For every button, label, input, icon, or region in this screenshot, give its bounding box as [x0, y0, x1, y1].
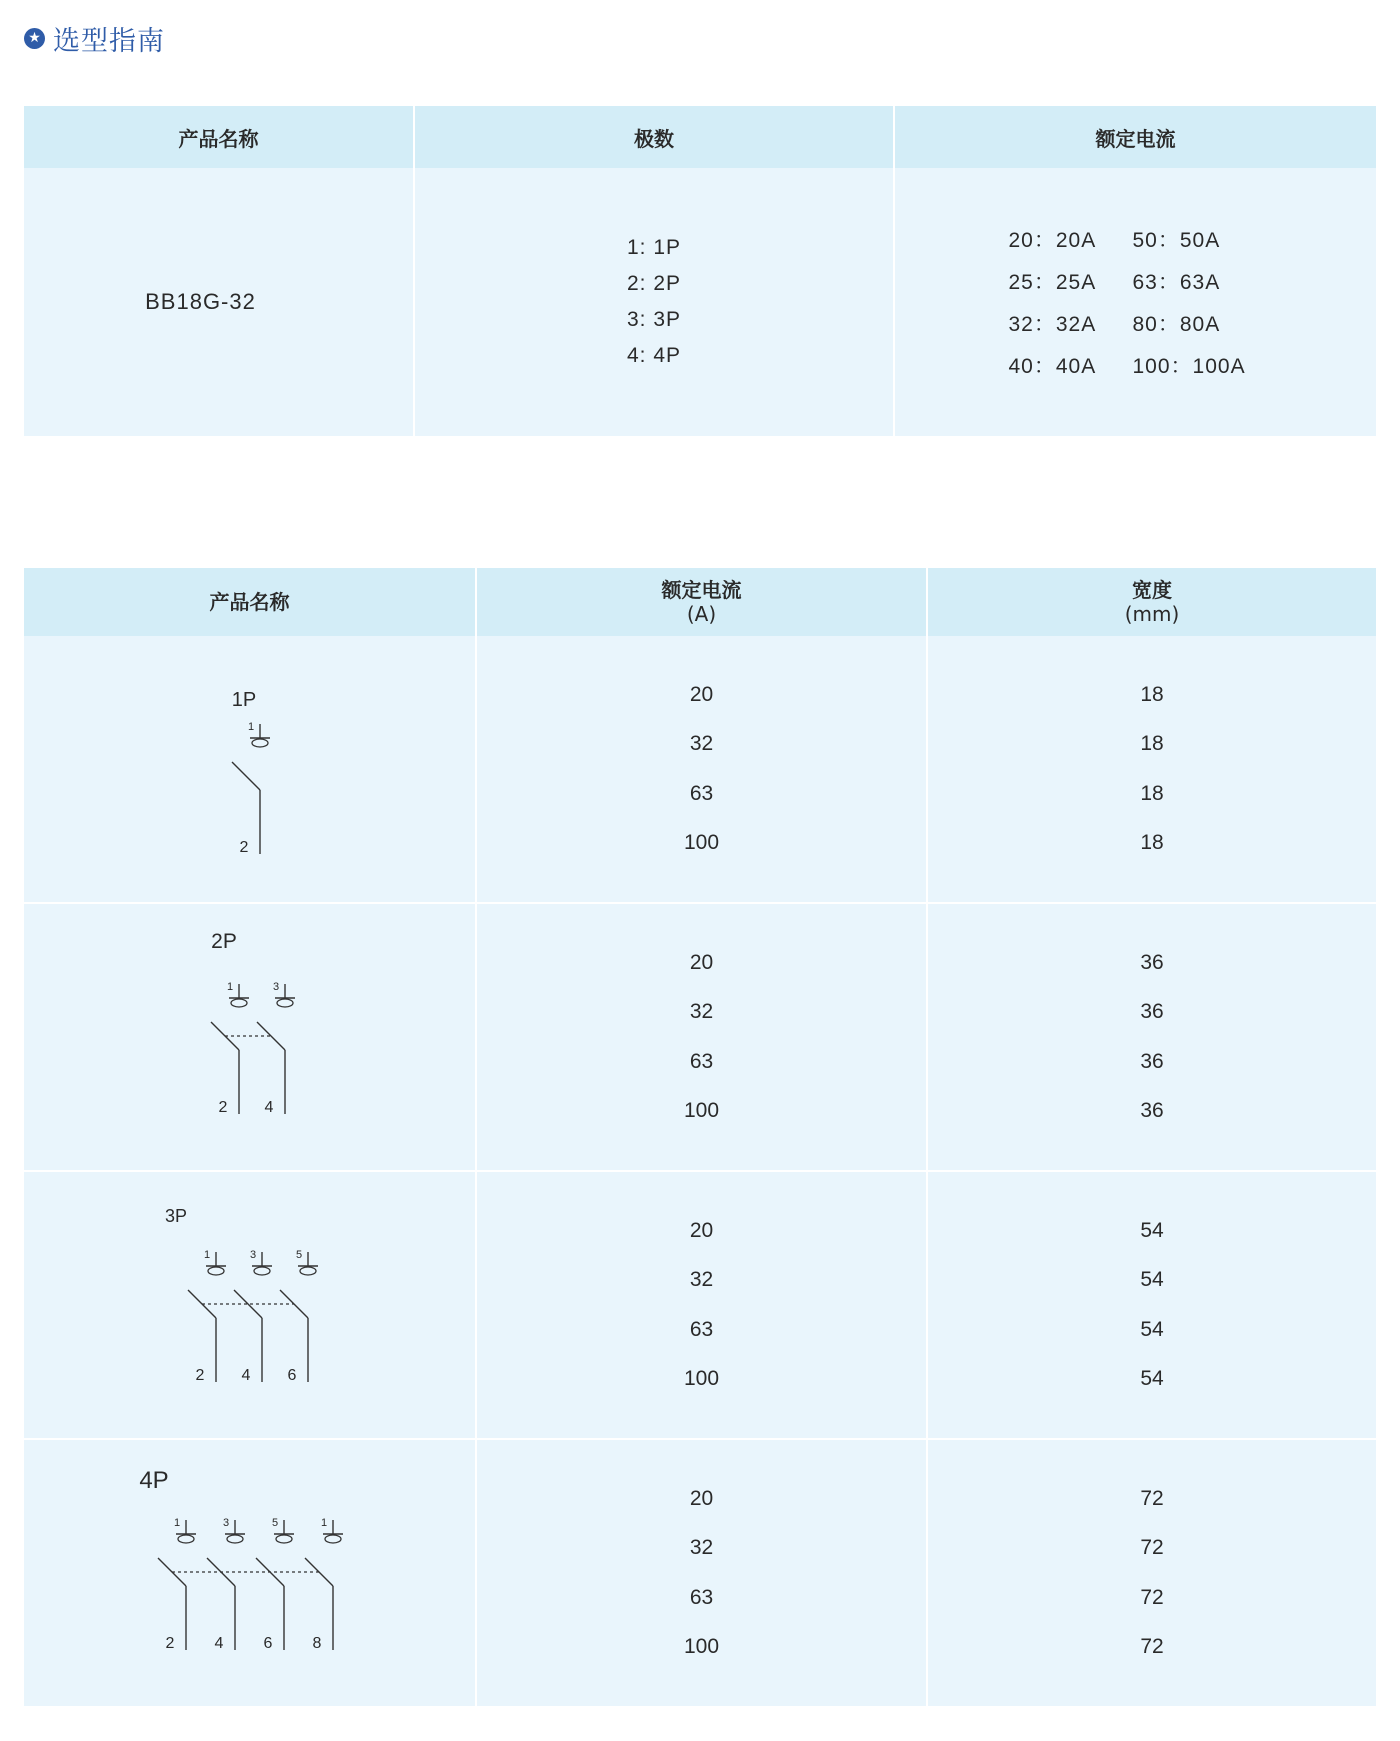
section-title: 选型指南: [53, 25, 165, 57]
width-value: 36: [1140, 1098, 1164, 1122]
width-value: 54: [1140, 1317, 1164, 1341]
rated-current-value: 32: [689, 1000, 714, 1024]
table-row: [24, 902, 1376, 1170]
header-poles: 极数: [413, 106, 893, 168]
header-width: [926, 568, 1376, 636]
width-value: 54: [1140, 1268, 1164, 1292]
rated-current-cell: [475, 904, 926, 1170]
table-header-row: [24, 568, 1376, 636]
terminal-contact: [325, 1535, 341, 1543]
star-icon: ★: [24, 28, 45, 49]
wiring-diagram-cell: [24, 636, 475, 902]
terminal-number-bottom: 4: [214, 1635, 224, 1652]
rated-current-value: 100: [683, 1098, 720, 1122]
terminal-number-top: 5: [295, 1249, 303, 1261]
terminal-number-top: 3: [222, 1517, 230, 1529]
terminal-number-bottom: 4: [264, 1099, 274, 1116]
terminal-number-top: 1: [173, 1517, 181, 1529]
rated-current-value: 100: [683, 1366, 720, 1390]
terminal-contact: [276, 1535, 292, 1543]
current-option: 20：20A: [1008, 229, 1097, 252]
width-value: 72: [1140, 1536, 1164, 1560]
terminal-contact: [231, 999, 247, 1007]
product-model-cell: [24, 168, 413, 436]
header-rated-current: 额定电流: [893, 106, 1376, 168]
rated-current-value: 100: [683, 830, 720, 854]
terminal-contact: [227, 1535, 243, 1543]
terminal-number-top: 1: [203, 1249, 211, 1261]
rated-current-value: 100: [683, 1634, 720, 1658]
wiring-diagram: [24, 1172, 475, 1438]
terminal-contact: [178, 1535, 194, 1543]
table-row: [24, 1438, 1376, 1706]
pole-option: 2: 2P: [626, 272, 682, 295]
current-option: 25：25A: [1008, 271, 1097, 294]
current-option: 50：50A: [1132, 229, 1221, 252]
header-rated-current: [475, 568, 926, 636]
rated-current-value: 20: [689, 1219, 714, 1242]
selection-table: [24, 106, 1376, 436]
width-value: 72: [1140, 1585, 1164, 1609]
terminal-contact: [252, 739, 268, 747]
current-option: 80：80A: [1132, 313, 1221, 336]
rated-current-cell: [893, 168, 1376, 436]
terminal-number-top: 3: [249, 1249, 257, 1261]
header-unit: (mm): [1124, 602, 1180, 626]
width-value: 36: [1140, 951, 1164, 974]
rated-current-value: 63: [689, 1049, 714, 1073]
terminal-number-top: 1: [247, 721, 255, 733]
product-model: BB18G-32: [145, 289, 256, 314]
width-value: 18: [1140, 683, 1164, 706]
terminal-contact: [208, 1267, 224, 1275]
header-label: 产品名称: [209, 590, 290, 614]
rated-current-value: 63: [689, 1317, 714, 1341]
width-value: 72: [1140, 1634, 1164, 1658]
width-value: 54: [1140, 1366, 1164, 1390]
terminal-number-bottom: 8: [312, 1635, 322, 1652]
terminal-contact: [254, 1267, 270, 1275]
wiring-diagram: [24, 636, 475, 902]
table-row: [24, 636, 1376, 902]
pole-option: 1: 1P: [626, 236, 682, 259]
header-product-name: [24, 568, 475, 636]
terminal-contact: [277, 999, 293, 1007]
width-value: 18: [1140, 732, 1164, 756]
header-product-name: 产品名称: [24, 106, 413, 168]
header-unit: (A): [686, 602, 717, 626]
terminal-number-bottom: 2: [195, 1367, 205, 1384]
header-label: 宽度: [1132, 578, 1172, 602]
wiring-diagram-cell: [24, 1440, 475, 1706]
spec-table: [24, 568, 1376, 1706]
width-value: 36: [1140, 1000, 1164, 1024]
terminal-number-top: 3: [272, 981, 280, 993]
terminal-number-bottom: 2: [218, 1099, 228, 1116]
current-option: 63：63A: [1132, 271, 1221, 294]
rated-current-value: 32: [689, 1268, 714, 1292]
wiring-diagram: [24, 1440, 475, 1706]
terminal-number-bottom: 2: [239, 839, 249, 856]
rated-current-value: 32: [689, 1536, 714, 1560]
poles-cell: [413, 168, 893, 436]
width-value: 36: [1140, 1049, 1164, 1073]
table-row: [24, 168, 1376, 436]
wiring-diagram-cell: [24, 904, 475, 1170]
header-label: 额定电流: [661, 578, 742, 602]
width-value: 18: [1140, 830, 1164, 854]
terminal-number-top: 1: [226, 981, 234, 993]
pole-label: 4P: [139, 1467, 169, 1494]
rated-current-cell: [475, 1440, 926, 1706]
rated-current-value: 20: [689, 683, 714, 706]
width-cell: [926, 1440, 1376, 1706]
rated-current-cell: [475, 1172, 926, 1438]
terminal-number-bottom: 6: [263, 1635, 273, 1652]
section-heading: [24, 20, 165, 56]
rated-current-value: 63: [689, 781, 714, 805]
width-value: 72: [1140, 1487, 1164, 1510]
table-row: [24, 1170, 1376, 1438]
wiring-diagram-cell: [24, 1172, 475, 1438]
terminal-number-bottom: 2: [165, 1635, 175, 1652]
width-value: 54: [1140, 1219, 1164, 1242]
switch-blade: [232, 762, 260, 790]
pole-label: 3P: [164, 1206, 188, 1226]
pole-label: 1P: [231, 689, 257, 711]
current-option: 100：100A: [1132, 355, 1246, 378]
pole-option: 4: 4P: [626, 344, 682, 367]
wiring-diagram: [24, 904, 475, 1170]
rated-current-value: 20: [689, 1487, 714, 1510]
width-value: 18: [1140, 781, 1164, 805]
rated-current-cell: [475, 636, 926, 902]
width-cell: [926, 904, 1376, 1170]
terminal-number-top: 1: [320, 1517, 328, 1529]
rated-current-value: 20: [689, 951, 714, 974]
pole-label: 2P: [211, 930, 237, 953]
terminal-contact: [300, 1267, 316, 1275]
current-option: 40：40A: [1008, 355, 1097, 378]
current-option: 32：32A: [1008, 313, 1097, 336]
table-header-row: [24, 106, 1376, 168]
rated-current-value: 32: [689, 732, 714, 756]
terminal-number-top: 5: [271, 1517, 279, 1529]
rated-current-value: 63: [689, 1585, 714, 1609]
terminal-number-bottom: 4: [241, 1367, 251, 1384]
width-cell: [926, 1172, 1376, 1438]
pole-option: 3: 3P: [626, 308, 682, 331]
width-cell: [926, 636, 1376, 902]
terminal-number-bottom: 6: [287, 1367, 297, 1384]
